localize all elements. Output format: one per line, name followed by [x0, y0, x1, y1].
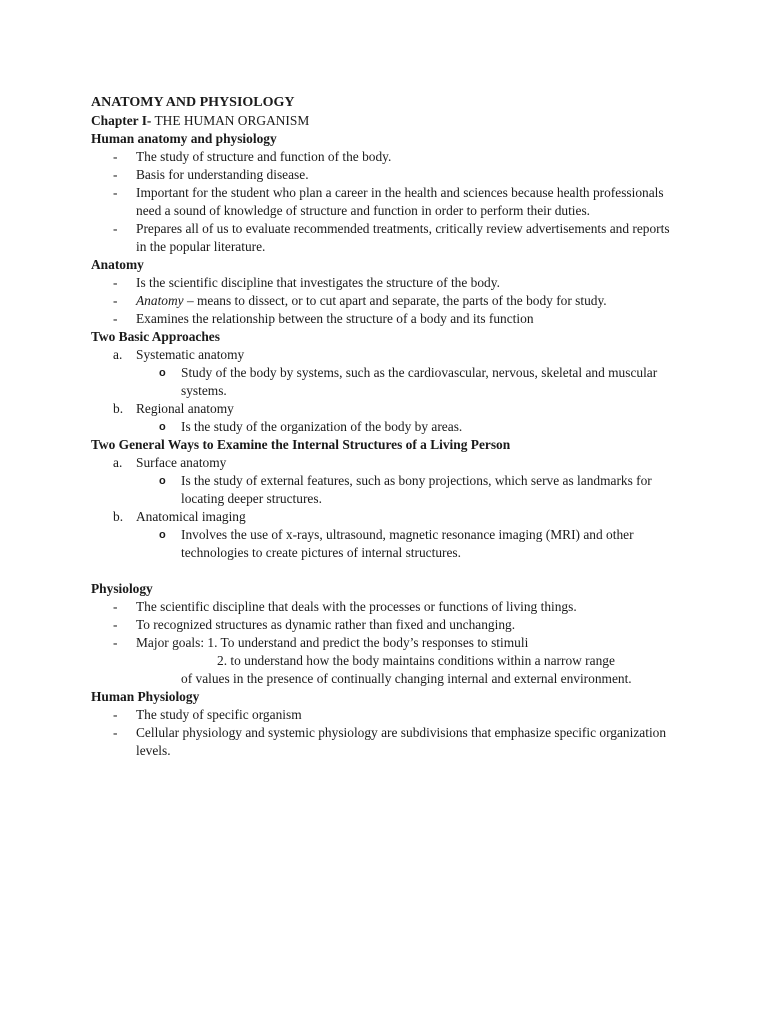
list-item: [113, 184, 671, 220]
circle-bullet-icon: o: [159, 421, 166, 433]
goal-two-line: 2. to understand how the body maintains conditions within a narrow range: [217, 653, 615, 668]
circle-bullet-icon: o: [159, 367, 166, 379]
dash-marker: -: [113, 311, 118, 326]
circle-bullet-icon: o: [159, 529, 166, 541]
dash-marker: -: [113, 275, 118, 290]
section-heading-physiology: Physiology: [91, 581, 153, 596]
list-item-text: Major goals: 1. To understand and predict the body’s responses to stimuli: [136, 635, 529, 650]
dash-marker: -: [113, 167, 118, 182]
chapter-title: THE HUMAN ORGANISM: [151, 113, 310, 128]
list-item: [113, 598, 671, 616]
section-heading-human-anatomy-physiology: Human anatomy and physiology: [91, 131, 277, 146]
list-item: [113, 706, 671, 724]
letter-marker: a.: [113, 455, 123, 470]
sub-list-item-text: Study of the body by systems, such as the cardiovascular, nervous, skeletal and muscular systems.: [181, 365, 658, 398]
list-item-text: Cellular physiology and systemic physiology are subdivisions that emphasize specific organization levels.: [136, 725, 667, 758]
chapter-label: Chapter I-: [91, 113, 152, 128]
dash-marker: -: [113, 707, 118, 722]
goal-two-continuation: of values in the presence of continually changing internal and external environment.: [181, 671, 632, 686]
list-item-text: Anatomical imaging: [136, 509, 246, 524]
letter-marker: a.: [113, 347, 123, 362]
list-item: [113, 634, 671, 652]
sub-list-item-text: Is the study of the organization of the body by areas.: [181, 419, 463, 434]
list-item-text: Surface anatomy: [136, 455, 227, 470]
chapter-line: [91, 112, 768, 130]
list-item-text: To recognized structures as dynamic rather than fixed and unchanging.: [136, 617, 516, 632]
dash-marker: -: [113, 635, 118, 650]
list-item: [113, 274, 671, 292]
list-item: [113, 310, 671, 328]
dash-marker: -: [113, 599, 118, 614]
list-item-text: Systematic anatomy: [136, 347, 245, 362]
list-item: [113, 454, 671, 472]
sub-list-item-text: Is the study of external features, such as bony projections, which serve as landmarks for locating deeper structures.: [181, 473, 652, 506]
dash-marker: -: [113, 185, 118, 200]
list-item: [113, 616, 671, 634]
dash-marker: -: [113, 149, 118, 164]
section-heading-general-ways: Two General Ways to Examine the Internal Structures of a Living Person: [91, 437, 511, 452]
list-item: [113, 346, 671, 364]
anatomy-term: Anatomy: [136, 293, 184, 308]
sub-list-item: [159, 418, 671, 436]
list-item-text: Prepares all of us to evaluate recommended treatments, critically review advertisements and reports in the popular literature.: [136, 221, 670, 254]
list-item-text: – means to dissect, or to cut apart and separate, the parts of the body for study.: [183, 293, 607, 308]
letter-marker: b.: [113, 401, 124, 416]
list-item-text: Regional anatomy: [136, 401, 234, 416]
dash-marker: -: [113, 293, 118, 308]
list-item: [113, 400, 671, 418]
circle-bullet-icon: o: [159, 475, 166, 487]
list-item-text: Basis for understanding disease.: [136, 167, 309, 182]
list-item-text: The study of structure and function of the body.: [136, 149, 392, 164]
dash-marker: -: [113, 617, 118, 632]
letter-marker: b.: [113, 509, 124, 524]
sub-list-item: [159, 364, 671, 400]
section-heading-human-physiology: Human Physiology: [91, 689, 200, 704]
list-item: [113, 292, 671, 310]
document-title: ANATOMY AND PHYSIOLOGY: [91, 95, 295, 110]
list-item-text: The study of specific organism: [136, 707, 302, 722]
list-item-text: Is the scientific discipline that investigates the structure of the body.: [136, 275, 500, 290]
list-item-text: Examines the relationship between the structure of a body and its function: [136, 311, 534, 326]
list-item: [113, 166, 671, 184]
dash-marker: -: [113, 725, 118, 740]
list-item-text: Important for the student who plan a career in the health and sciences because health professionals need a sound of knowledge of structure and function in order to perform their duties.: [136, 185, 664, 218]
list-item-text: The scientific discipline that deals with the processes or functions of living things.: [136, 599, 577, 614]
section-heading-basic-approaches: Two Basic Approaches: [91, 329, 220, 344]
list-item: [113, 220, 671, 256]
list-item: [113, 724, 671, 760]
sub-list-item-text: Involves the use of x-rays, ultrasound, magnetic resonance imaging (MRI) and other technologies to create pictures of internal structures.: [181, 527, 634, 560]
dash-marker: -: [113, 221, 118, 236]
list-item: [113, 148, 671, 166]
sub-list-item: [159, 472, 671, 508]
sub-list-item: [159, 526, 671, 562]
list-item: [113, 508, 671, 526]
section-heading-anatomy: Anatomy: [91, 257, 144, 272]
